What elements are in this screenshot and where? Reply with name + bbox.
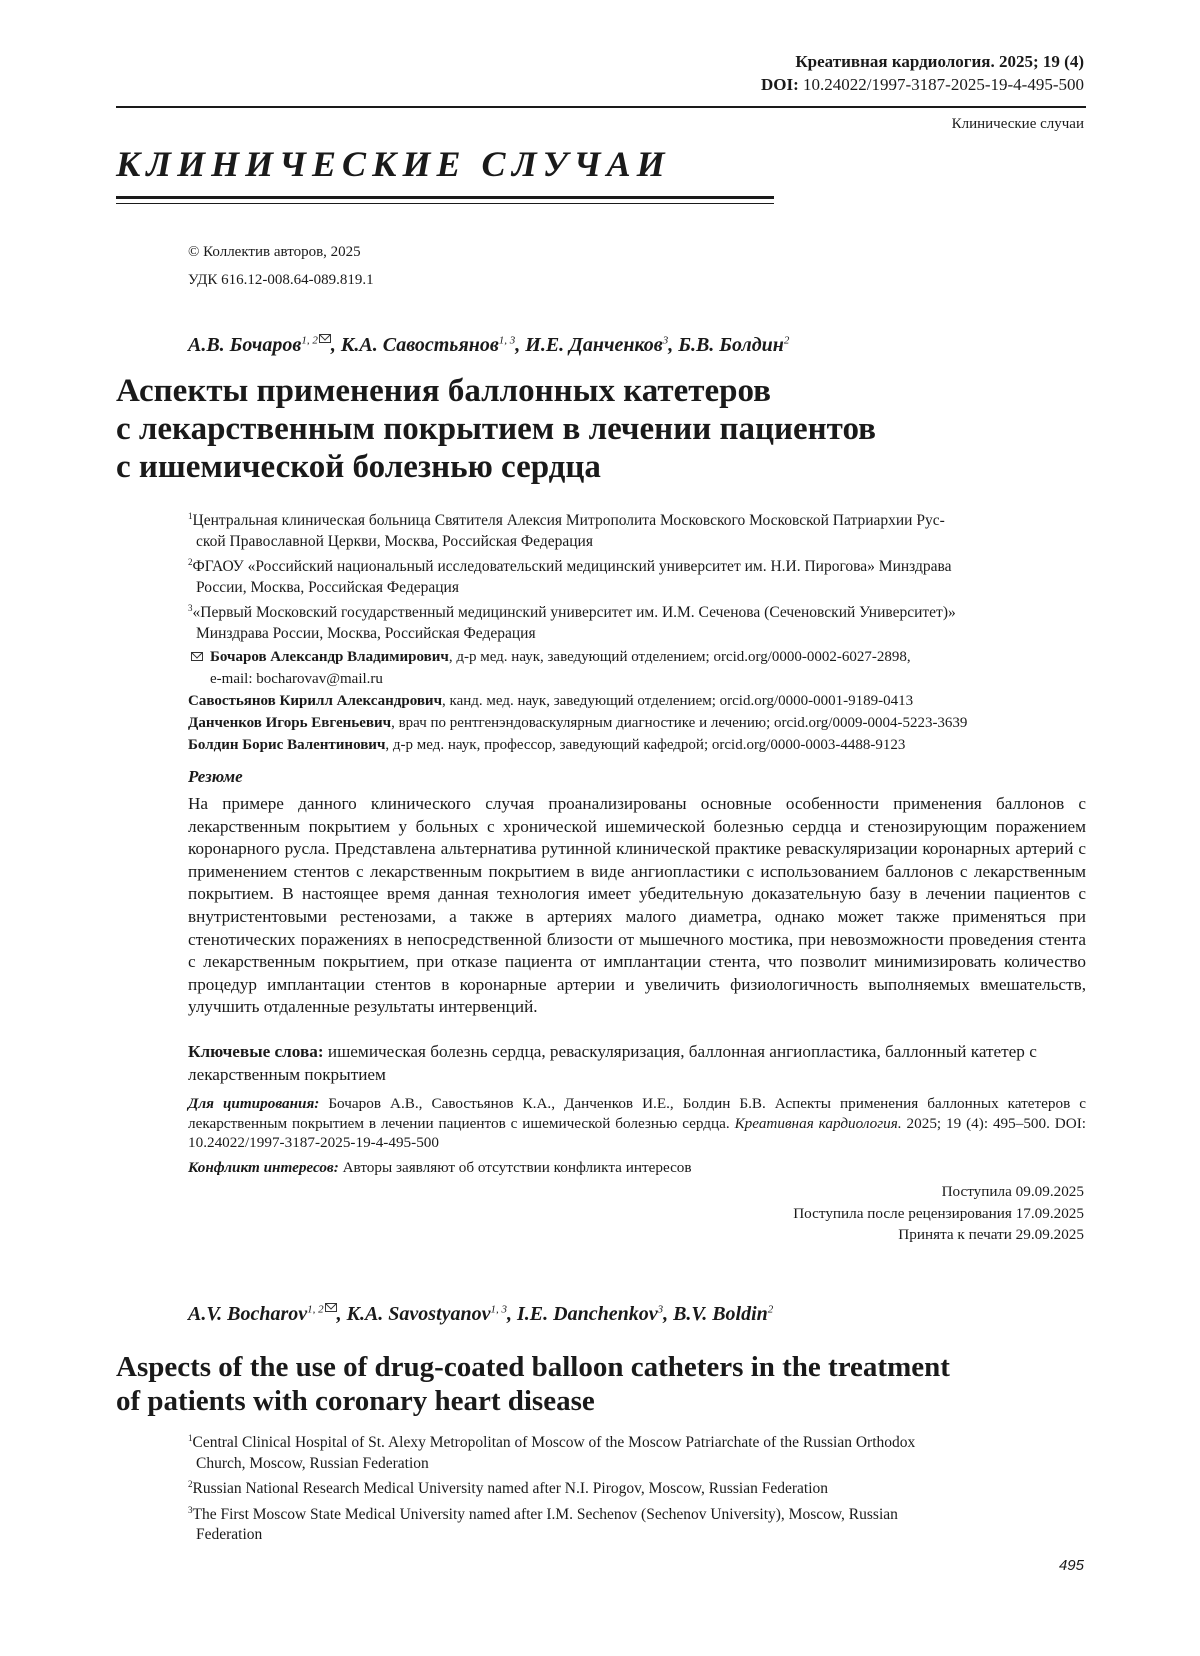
title-line: of patients with coronary heart disease <box>116 1384 1096 1418</box>
conflict-of-interest <box>188 1159 692 1177</box>
author-affil: 2 <box>768 1303 774 1315</box>
citation <box>188 1094 1086 1153</box>
affiliation-text: Federation <box>196 1526 262 1543</box>
article-dates <box>793 1181 1084 1246</box>
affiliation-text: Минздрава России, Москва, Российская Федерация <box>196 625 536 642</box>
envelope-icon <box>319 334 331 343</box>
author-sep: , <box>515 334 525 356</box>
contact-name: Данченков Игорь Евгеньевич <box>188 715 391 731</box>
doi-line <box>761 73 1084 96</box>
affiliation-text: России, Москва, Российская Федерация <box>196 579 459 596</box>
author-affil: 1, 3 <box>499 334 516 346</box>
author-sep: , <box>668 334 678 356</box>
journal-page <box>0 0 1200 1656</box>
affiliation-text: ФГАОУ «Российский национальный исследовательский медицинский университет им. Н.И. Пирогова» Минздрава <box>193 558 952 575</box>
section-label: Клинические случаи <box>952 116 1084 133</box>
contact-item <box>188 734 1088 756</box>
authors-ru <box>188 334 789 357</box>
author-affil: 3 <box>658 1303 664 1315</box>
title-line: Аспекты применения баллонных катетеров <box>116 372 1096 410</box>
affiliation-text: Church, Moscow, Russian Federation <box>196 1455 429 1472</box>
author: I.E. Danchenkov <box>517 1303 658 1325</box>
doi-value[interactable]: 10.24022/1997-3187-2025-19-4-495-500 <box>803 75 1084 94</box>
author: А.В. Бочаров <box>188 334 301 356</box>
author-sep: , <box>507 1303 517 1325</box>
contact-info: , д-р мед. наук, заведующий отделением; orcid.org/0000-0002-6027-2898, <box>449 649 911 665</box>
date-received: Поступила 09.09.2025 <box>793 1181 1084 1203</box>
affiliation-number: 3 <box>188 1505 193 1515</box>
author: Б.В. Болдин <box>678 334 784 356</box>
date-accepted: Принята к печати 29.09.2025 <box>793 1224 1084 1246</box>
contact-item <box>188 646 1088 690</box>
author-affil: 1, 2 <box>307 1303 324 1315</box>
affiliation <box>188 1428 1088 1474</box>
citation-tail: 2025; 19 (4): 495–500. DOI: 10.24022/1997-3187-2025-19-4-495-500 <box>188 1115 1086 1152</box>
envelope-icon <box>191 652 203 661</box>
affiliation-number: 1 <box>188 1433 193 1443</box>
affiliation <box>188 1500 1088 1546</box>
contact-name: Бочаров Александр Владимирович <box>210 649 449 665</box>
author-affil: 1, 3 <box>491 1303 508 1315</box>
affiliation <box>188 506 1088 552</box>
author-affil: 3 <box>663 334 669 346</box>
rubric-rule-thin <box>116 203 774 204</box>
affiliation-text: Russian National Research Medical University named after N.I. Pirogov, Moscow, Russian Federation <box>193 1480 829 1497</box>
title-line: Aspects of the use of drug-coated balloon catheters in the treatment <box>116 1350 1096 1384</box>
contact-info: , канд. мед. наук, заведующий отделением; orcid.org/0000-0001-9189-0413 <box>442 693 913 709</box>
affiliation <box>188 1474 1088 1500</box>
author-sep: , <box>331 334 341 356</box>
author-affil: 1, 2 <box>301 334 318 346</box>
contact-name: Савостьянов Кирилл Александрович <box>188 693 442 709</box>
copyright: © Коллектив авторов, 2025 <box>188 244 361 261</box>
page-number: 495 <box>1059 1557 1084 1574</box>
affiliation-number: 1 <box>188 511 193 521</box>
keywords <box>188 1041 1086 1086</box>
article-title-en <box>116 1350 1096 1418</box>
rubric-title: КЛИНИЧЕСКИЕ СЛУЧАИ <box>116 143 671 185</box>
doi-label: DOI: <box>761 75 799 94</box>
author-sep: , <box>663 1303 673 1325</box>
contact-item <box>188 690 1088 712</box>
author: K.A. Savostyanov <box>347 1303 491 1325</box>
contact-info: , д-р мед. наук, профессор, заведующий кафедрой; orcid.org/0000-0003-4488-9123 <box>385 737 905 753</box>
affiliation-text: Central Clinical Hospital of St. Alexy Metropolitan of Moscow of the Moscow Patriarchate of the Russian Orthodox <box>193 1434 916 1451</box>
contact-email[interactable]: e-mail: bocharovav@mail.ru <box>210 671 383 687</box>
rubric-rule-thick <box>116 196 774 199</box>
affiliation-text: «Первый Московский государственный медицинский университет им. И.М. Сеченова (Сеченовский Университет)» <box>193 604 956 621</box>
keywords-text: ишемическая болезнь сердца, реваскуляризация, баллонная ангиопластика, баллонный катетер с лекарственным покрытием <box>188 1042 1037 1084</box>
header-rule <box>116 106 1086 108</box>
contact-info: , врач по рентгенэндоваскулярным диагностике и лечению; orcid.org/0009-0004-5223-3639 <box>391 715 967 731</box>
title-line: с лекарственным покрытием в лечении пациентов <box>116 410 1096 448</box>
author: A.V. Bocharov <box>188 1303 307 1325</box>
affiliation-number: 3 <box>188 603 193 613</box>
affiliation-text: Центральная клиническая больница Святителя Алексия Митрополита Московского Московской Патриархии Рус- <box>193 512 945 529</box>
affiliations-en <box>188 1428 1088 1546</box>
affiliation <box>188 552 1088 598</box>
journal-citation: Креативная кардиология. 2025; 19 (4) <box>795 50 1084 73</box>
author: И.Е. Данченков <box>525 334 662 356</box>
citation-journal: Креативная кардиология. <box>735 1115 902 1132</box>
keywords-label: Ключевые слова: <box>188 1042 324 1061</box>
authors-en <box>188 1303 773 1326</box>
resume-heading: Резюме <box>188 767 243 787</box>
author: B.V. Boldin <box>673 1303 768 1325</box>
envelope-icon <box>325 1303 337 1312</box>
affiliation-text: ской Православной Церкви, Москва, Российская Федерация <box>196 533 593 550</box>
coi-text: Авторы заявляют об отсутствии конфликта интересов <box>339 1159 692 1176</box>
author-sep: , <box>337 1303 347 1325</box>
affiliation-number: 2 <box>188 557 193 567</box>
citation-text: Бочаров А.В., Савостьянов К.А., Данченков И.Е., Болдин Б.В. Аспекты применения баллонных катетеров с лекарственным покрытием в лечении пациентов с ишемической болезнью сердца. <box>188 1095 1086 1132</box>
affiliation-number: 2 <box>188 1479 193 1489</box>
abstract-text: На примере данного клинического случая проанализированы основные особенности применения баллонов с лекарственным покрытием у больных с хронической ишемической болезнью сердца и стенозирующим поражением коронарного русла. Представлена альтернатива рутинной клинической практике реваскуляризации коронарных артерий с применением стентов с лекарственным покрытием в виде ангиопластики с использованием баллонов с лекарственным покрытием. В настоящее время данная технология имеет убедительную доказательную базу в лечении пациентов с внутристентовыми рестенозами, а также в артериях малого диаметра, однако может также применяться при стенотических поражениях в непосредственной близости от мышечного мостика, при невозможности проведения стента с лекарственным покрытием, при отказе пациента от имплантации стента, что позволит минимизировать количество процедур имплантации стентов в коронарные артерии и увеличить физиологичность выполняемых вмешательств, улучшить отдаленные результаты интервенций. <box>188 793 1086 1019</box>
contact-name: Болдин Борис Валентинович <box>188 737 385 753</box>
article-title-ru <box>116 372 1096 486</box>
author: К.А. Савостьянов <box>341 334 499 356</box>
author-contacts <box>188 646 1088 756</box>
date-revised: Поступила после рецензирования 17.09.2025 <box>793 1203 1084 1225</box>
author-affil: 2 <box>784 334 790 346</box>
coi-label: Конфликт интересов: <box>188 1159 339 1176</box>
contact-item <box>188 712 1088 734</box>
udk: УДК 616.12-008.64-089.819.1 <box>188 272 374 289</box>
citation-label: Для цитирования: <box>188 1095 319 1112</box>
affiliation <box>188 598 1088 644</box>
title-line: с ишемической болезнью сердца <box>116 448 1096 486</box>
affiliations-ru <box>188 506 1088 644</box>
affiliation-text: The First Moscow State Medical University named after I.M. Sechenov (Sechenov University), Moscow, Russian <box>193 1506 898 1523</box>
